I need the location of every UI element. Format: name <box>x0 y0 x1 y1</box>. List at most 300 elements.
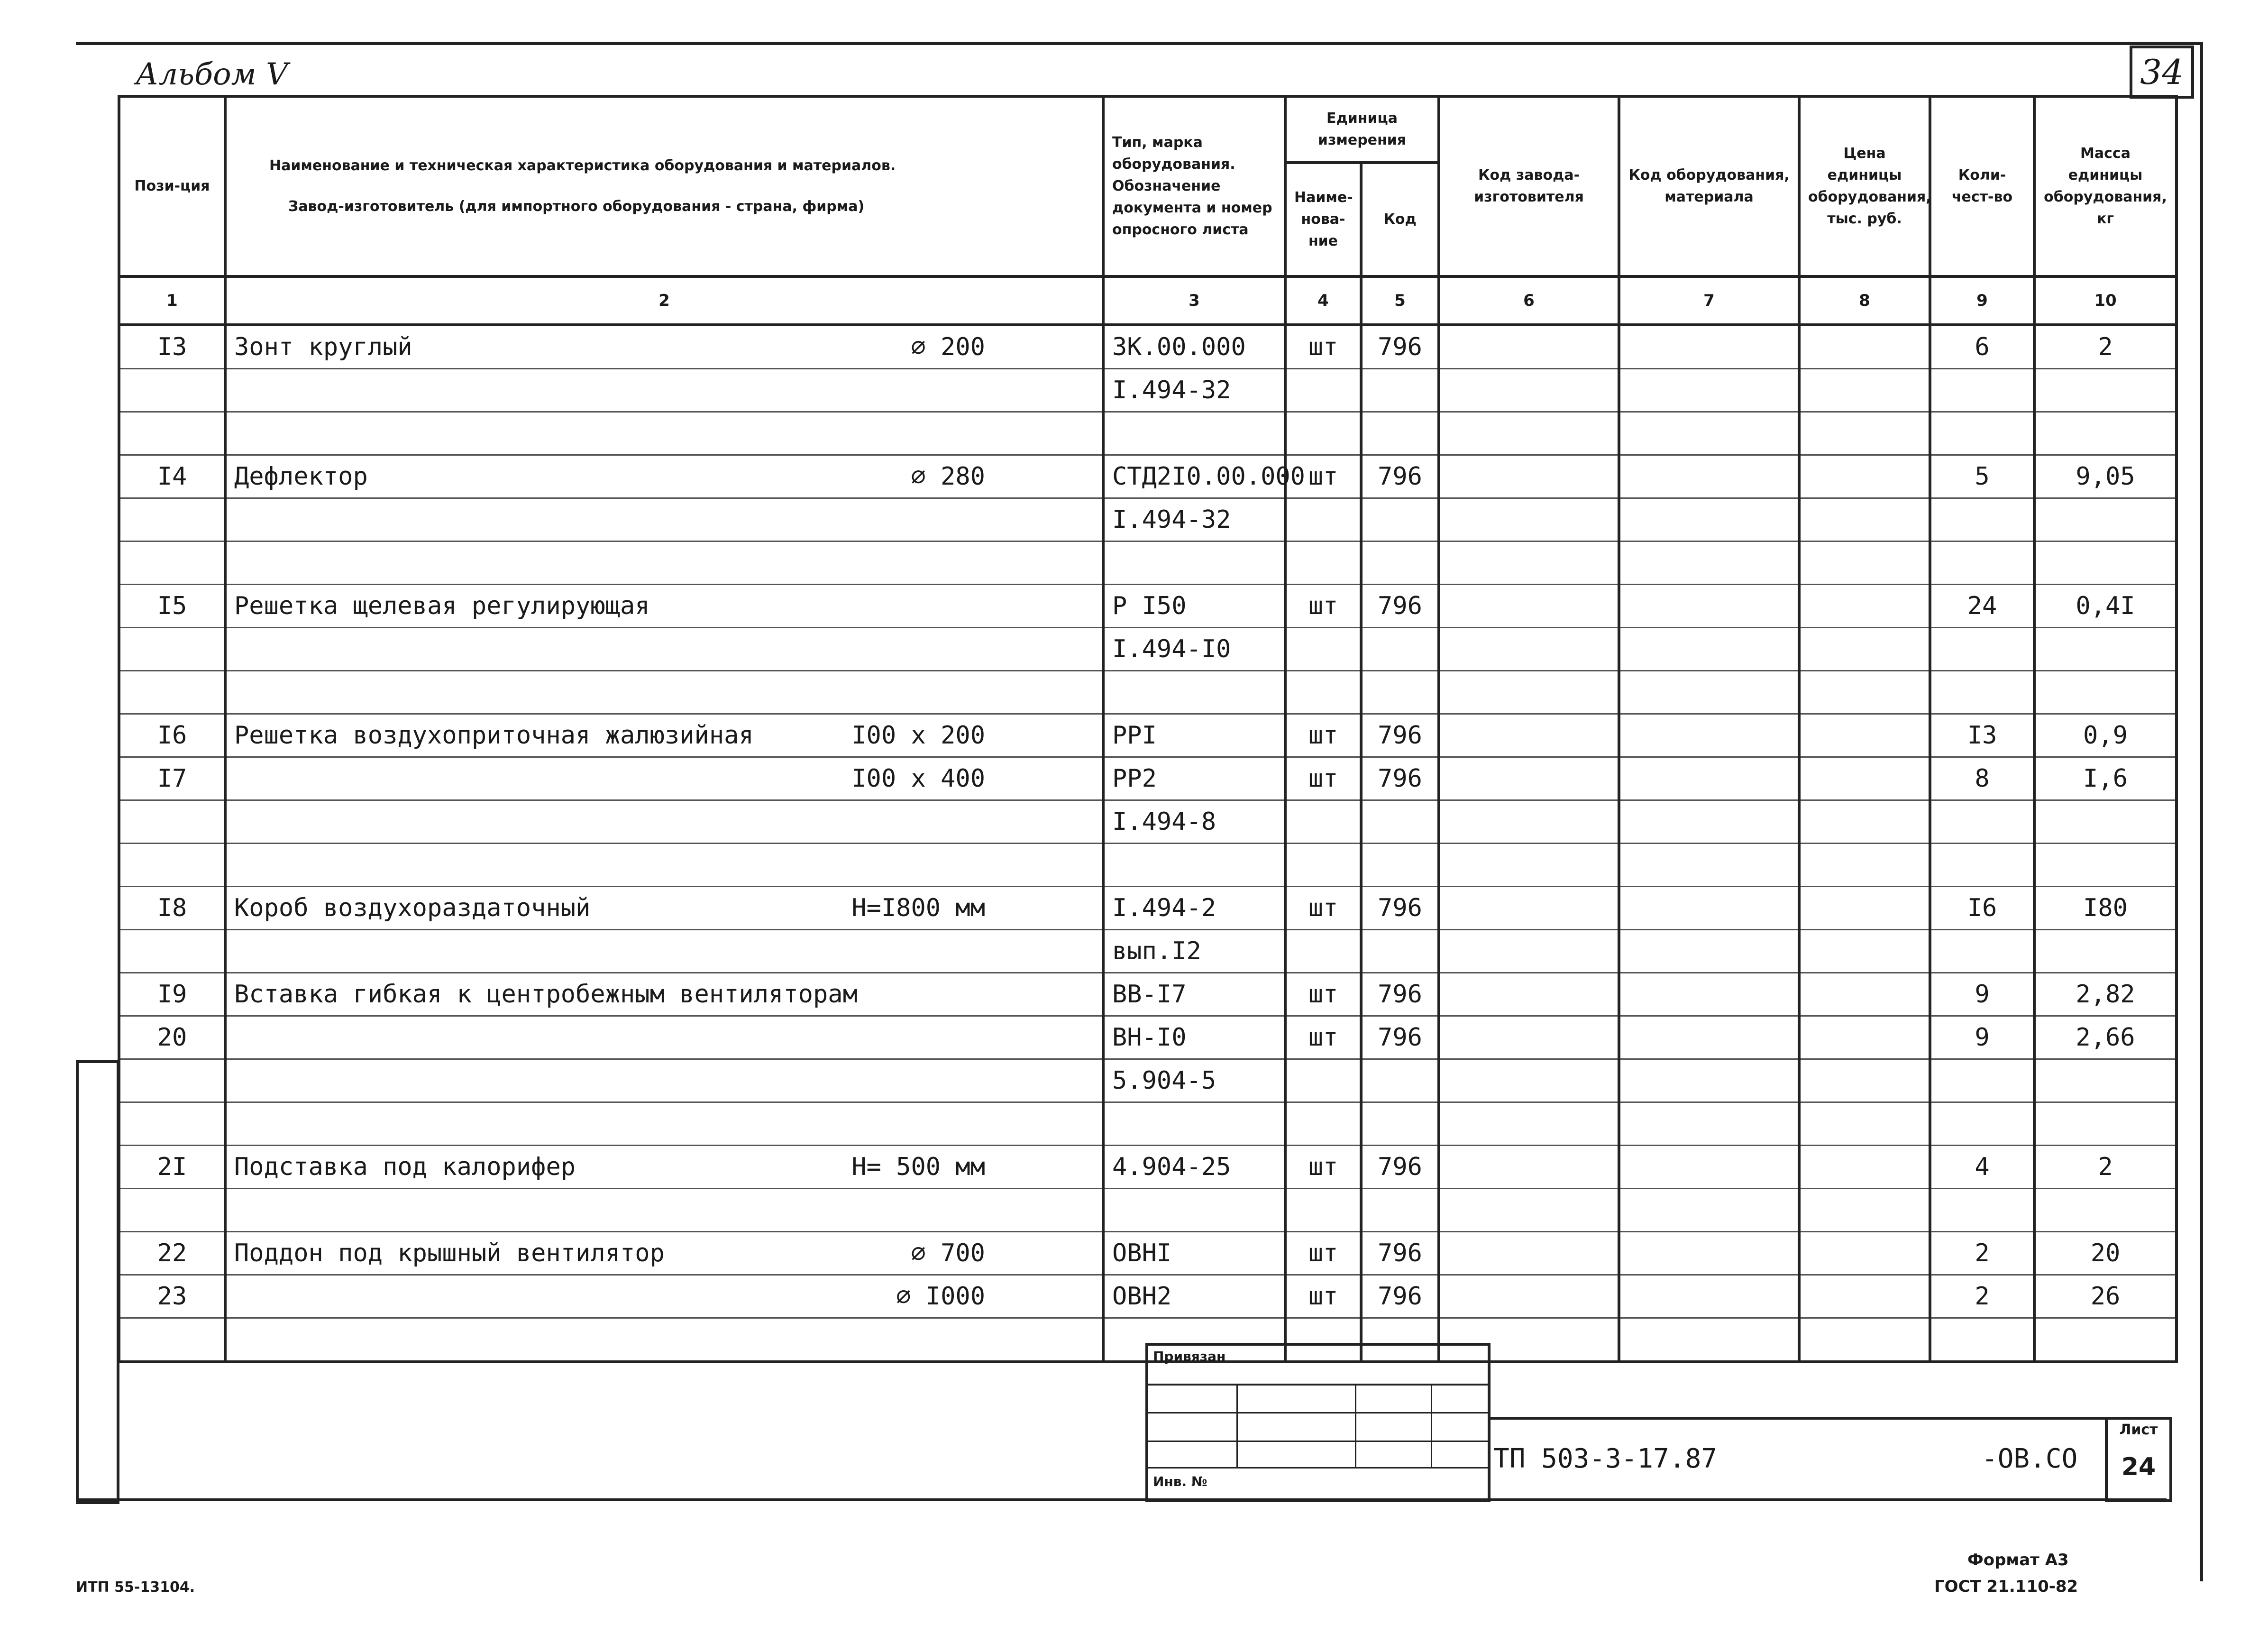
header-name <box>225 96 1103 276</box>
cell-position: I8 <box>119 887 225 930</box>
cell-quantity <box>1930 844 2034 887</box>
cell-price <box>1799 1275 1930 1318</box>
table-row <box>119 498 2177 541</box>
table-row <box>119 1232 2177 1275</box>
cell-unit-name <box>1285 1189 1361 1232</box>
cell-equipment-code <box>1619 1189 1799 1232</box>
cell-name <box>225 930 1103 973</box>
header-unit-code: Код <box>1361 163 1439 276</box>
cell-maker-code <box>1439 541 1619 585</box>
cell-name <box>225 455 1103 498</box>
cell-unit-code <box>1361 1059 1439 1102</box>
item-spec: ∅ 200 <box>911 333 985 361</box>
cell-unit-code <box>1361 844 1439 887</box>
table-row <box>119 714 2177 757</box>
cell-equipment-code <box>1619 671 1799 714</box>
col-number: 5 <box>1361 276 1439 325</box>
item-name: Вставка гибкая к центробежным вентиляторам <box>234 980 858 1009</box>
cell-type: I.494-32 <box>1103 369 1285 412</box>
cell-quantity <box>1930 369 2034 412</box>
cell-maker-code <box>1439 1016 1619 1059</box>
item-name: Дефлектор <box>234 462 368 491</box>
cell-maker-code <box>1439 973 1619 1016</box>
item-name: Зонт круглый <box>234 333 412 361</box>
cell-mass <box>2034 1318 2177 1362</box>
cell-quantity <box>1930 541 2034 585</box>
cell-name <box>225 757 1103 800</box>
cell-position <box>119 498 225 541</box>
cell-position <box>119 369 225 412</box>
cell-quantity <box>1930 628 2034 671</box>
cell-type: PP2 <box>1103 757 1285 800</box>
item-name: Подставка под калорифер <box>234 1153 576 1181</box>
cell-position: I5 <box>119 585 225 628</box>
cell-unit-code <box>1361 1102 1439 1146</box>
cell-position: I6 <box>119 714 225 757</box>
cell-equipment-code <box>1619 757 1799 800</box>
table-row <box>119 844 2177 887</box>
cell-maker-code <box>1439 412 1619 455</box>
cell-price <box>1799 628 1930 671</box>
cell-unit-code: 796 <box>1361 973 1439 1016</box>
item-spec: Н= 500 мм <box>851 1153 985 1181</box>
cell-position <box>119 844 225 887</box>
cell-position <box>119 930 225 973</box>
cell-position <box>119 1059 225 1102</box>
cell-position <box>119 800 225 844</box>
cell-unit-code: 796 <box>1361 757 1439 800</box>
header-position: Пози-ция <box>119 96 225 276</box>
cell-position: I3 <box>119 325 225 369</box>
document-suffix: -ОВ.СО <box>1982 1443 2078 1474</box>
cell-name-wrap <box>234 980 1094 1009</box>
cell-type: вып.I2 <box>1103 930 1285 973</box>
cell-mass <box>2034 498 2177 541</box>
table-row <box>119 541 2177 585</box>
cell-unit-name <box>1285 1059 1361 1102</box>
cell-mass <box>2034 800 2177 844</box>
cell-maker-code <box>1439 1189 1619 1232</box>
header-maker-code: Код завода-изготовителя <box>1439 96 1619 276</box>
table-row <box>119 412 2177 455</box>
cell-unit-code: 796 <box>1361 1232 1439 1275</box>
table-row <box>119 671 2177 714</box>
cell-unit-code <box>1361 498 1439 541</box>
cell-name <box>225 800 1103 844</box>
cell-price <box>1799 369 1930 412</box>
cell-type: СТД2I0.00.000 <box>1103 455 1285 498</box>
cell-type <box>1103 671 1285 714</box>
cell-unit-name: шт <box>1285 714 1361 757</box>
left-margin-strip <box>76 1060 119 1504</box>
cell-unit-code: 796 <box>1361 455 1439 498</box>
cell-type <box>1103 541 1285 585</box>
cell-maker-code <box>1439 325 1619 369</box>
stamp-inventory-label: Инв. № <box>1153 1474 1207 1489</box>
cell-position: I7 <box>119 757 225 800</box>
cell-name-wrap <box>234 333 1094 361</box>
cell-name <box>225 1016 1103 1059</box>
cell-equipment-code <box>1619 628 1799 671</box>
cell-quantity <box>1930 498 2034 541</box>
cell-position: I4 <box>119 455 225 498</box>
cell-mass <box>2034 541 2177 585</box>
cell-unit-code <box>1361 1189 1439 1232</box>
header-type: Тип, марка оборудования. Обозначение документа и номер опросного листа <box>1103 96 1285 276</box>
cell-quantity: I3 <box>1930 714 2034 757</box>
cell-maker-code <box>1439 369 1619 412</box>
cell-unit-name <box>1285 844 1361 887</box>
cell-quantity: 6 <box>1930 325 2034 369</box>
item-name: Поддон под крышный вентилятор <box>234 1239 665 1267</box>
header-name-line2: Завод-изготовитель (для импортного оборудования - страна, фирма) <box>288 198 865 215</box>
cell-name <box>225 498 1103 541</box>
item-spec: I00 x 200 <box>851 721 985 750</box>
stamp-attached-label: Привязан <box>1153 1349 1226 1364</box>
item-spec: ∅ I000 <box>896 1282 985 1311</box>
cell-equipment-code <box>1619 412 1799 455</box>
cell-quantity: 5 <box>1930 455 2034 498</box>
cell-type: Р I50 <box>1103 585 1285 628</box>
cell-quantity: I6 <box>1930 887 2034 930</box>
cell-quantity: 24 <box>1930 585 2034 628</box>
cell-name <box>225 973 1103 1016</box>
cell-name <box>225 844 1103 887</box>
cell-type: PPI <box>1103 714 1285 757</box>
item-spec: ∅ 700 <box>911 1239 985 1267</box>
cell-type <box>1103 844 1285 887</box>
cell-maker-code <box>1439 628 1619 671</box>
cell-quantity: 4 <box>1930 1146 2034 1189</box>
cell-quantity: 8 <box>1930 757 2034 800</box>
cell-equipment-code <box>1619 1275 1799 1318</box>
cell-type: ОВНI <box>1103 1232 1285 1275</box>
table-row <box>119 325 2177 369</box>
cell-unit-code: 796 <box>1361 1016 1439 1059</box>
cell-unit-code <box>1361 930 1439 973</box>
cell-price <box>1799 1146 1930 1189</box>
cell-equipment-code <box>1619 369 1799 412</box>
cell-name <box>225 1146 1103 1189</box>
cell-equipment-code <box>1619 887 1799 930</box>
cell-position: 22 <box>119 1232 225 1275</box>
cell-price <box>1799 1102 1930 1146</box>
cell-quantity <box>1930 1189 2034 1232</box>
cell-equipment-code <box>1619 1102 1799 1146</box>
cell-mass <box>2034 844 2177 887</box>
footer-format: Формат А3 <box>1967 1551 2069 1569</box>
cell-unit-name: шт <box>1285 887 1361 930</box>
cell-name-wrap <box>234 592 1094 620</box>
cell-name-wrap <box>234 1239 1094 1267</box>
cell-equipment-code <box>1619 1016 1799 1059</box>
cell-type <box>1103 1102 1285 1146</box>
cell-type: I.494-32 <box>1103 498 1285 541</box>
cell-name <box>225 671 1103 714</box>
cell-quantity <box>1930 930 2034 973</box>
cell-price <box>1799 1189 1930 1232</box>
cell-type: 5.904-5 <box>1103 1059 1285 1102</box>
table-row <box>119 887 2177 930</box>
cell-unit-code: 796 <box>1361 887 1439 930</box>
cell-name <box>225 1102 1103 1146</box>
cell-equipment-code <box>1619 930 1799 973</box>
col-number: 1 <box>119 276 225 325</box>
cell-unit-name <box>1285 498 1361 541</box>
col-number: 9 <box>1930 276 2034 325</box>
table-row <box>119 930 2177 973</box>
cell-mass: 2,82 <box>2034 973 2177 1016</box>
cell-unit-name: шт <box>1285 757 1361 800</box>
cell-quantity: 2 <box>1930 1232 2034 1275</box>
cell-unit-name: шт <box>1285 585 1361 628</box>
cell-price <box>1799 714 1930 757</box>
table-row <box>119 455 2177 498</box>
cell-type: 4.904-25 <box>1103 1146 1285 1189</box>
cell-price <box>1799 541 1930 585</box>
cell-price <box>1799 757 1930 800</box>
cell-maker-code <box>1439 714 1619 757</box>
cell-mass <box>2034 671 2177 714</box>
table-row <box>119 757 2177 800</box>
cell-unit-name: шт <box>1285 325 1361 369</box>
cell-quantity <box>1930 671 2034 714</box>
cell-equipment-code <box>1619 585 1799 628</box>
cell-unit-code <box>1361 800 1439 844</box>
cell-name <box>225 887 1103 930</box>
cell-maker-code <box>1439 455 1619 498</box>
cell-position <box>119 1189 225 1232</box>
cell-quantity <box>1930 1059 2034 1102</box>
cell-unit-code <box>1361 671 1439 714</box>
cell-quantity: 2 <box>1930 1275 2034 1318</box>
cell-unit-name <box>1285 800 1361 844</box>
item-spec: Н=I800 мм <box>851 894 985 922</box>
cell-unit-name: шт <box>1285 455 1361 498</box>
table-row <box>119 369 2177 412</box>
cell-type: I.494-2 <box>1103 887 1285 930</box>
cell-unit-name: шт <box>1285 1146 1361 1189</box>
cell-mass: 2 <box>2034 1146 2177 1189</box>
cell-unit-code <box>1361 541 1439 585</box>
col-number: 4 <box>1285 276 1361 325</box>
cell-name <box>225 585 1103 628</box>
cell-unit-name <box>1285 412 1361 455</box>
cell-quantity <box>1930 1102 2034 1146</box>
sheet-number: 24 <box>2121 1453 2156 1481</box>
cell-mass: 0,9 <box>2034 714 2177 757</box>
cell-mass: 9,05 <box>2034 455 2177 498</box>
col-number: 8 <box>1799 276 1930 325</box>
cell-maker-code <box>1439 1232 1619 1275</box>
table-row <box>119 628 2177 671</box>
cell-type: ВН-I0 <box>1103 1016 1285 1059</box>
cell-name <box>225 1232 1103 1275</box>
item-name: Решетка щелевая регулирующая <box>234 592 650 620</box>
cell-mass <box>2034 930 2177 973</box>
cell-mass <box>2034 1189 2177 1232</box>
cell-name <box>225 1189 1103 1232</box>
cell-unit-name: шт <box>1285 973 1361 1016</box>
item-spec: ∅ 280 <box>911 462 985 491</box>
cell-equipment-code <box>1619 800 1799 844</box>
cell-unit-code <box>1361 412 1439 455</box>
sheet-label: Лист <box>2119 1422 2158 1438</box>
cell-unit-name: шт <box>1285 1275 1361 1318</box>
cell-price <box>1799 930 1930 973</box>
cell-mass: I,6 <box>2034 757 2177 800</box>
cell-quantity <box>1930 800 2034 844</box>
col-number: 10 <box>2034 276 2177 325</box>
document-designation: ТП 503-3-17.87 <box>1493 1443 1718 1474</box>
header-price: Цена единицы оборудования, тыс. руб. <box>1799 96 1930 276</box>
cell-maker-code <box>1439 1146 1619 1189</box>
specification-table <box>118 95 2178 1363</box>
cell-equipment-code <box>1619 1059 1799 1102</box>
cell-maker-code <box>1439 800 1619 844</box>
cell-price <box>1799 498 1930 541</box>
cell-quantity: 9 <box>1930 973 2034 1016</box>
cell-position: 2I <box>119 1146 225 1189</box>
cell-mass: 0,4I <box>2034 585 2177 628</box>
attachment-stamp <box>1145 1343 1491 1502</box>
cell-price <box>1799 1232 1930 1275</box>
cell-quantity <box>1930 412 2034 455</box>
cell-type <box>1103 412 1285 455</box>
cell-unit-name <box>1285 930 1361 973</box>
cell-equipment-code <box>1619 1146 1799 1189</box>
cell-maker-code <box>1439 1102 1619 1146</box>
cell-name <box>225 369 1103 412</box>
cell-mass <box>2034 1059 2177 1102</box>
cell-position <box>119 671 225 714</box>
item-spec: I00 x 400 <box>851 764 985 793</box>
cell-mass <box>2034 369 2177 412</box>
cell-price <box>1799 887 1930 930</box>
cell-price <box>1799 585 1930 628</box>
cell-maker-code <box>1439 585 1619 628</box>
cell-price <box>1799 973 1930 1016</box>
cell-name <box>225 541 1103 585</box>
item-spec <box>985 592 1094 620</box>
cell-name <box>225 325 1103 369</box>
item-name: Решетка воздухоприточная жалюзийная <box>234 721 754 750</box>
cell-equipment-code <box>1619 714 1799 757</box>
cell-mass <box>2034 412 2177 455</box>
header-quantity: Коли-чест-во <box>1930 96 2034 276</box>
table-row <box>119 1146 2177 1189</box>
col-number: 2 <box>225 276 1103 325</box>
cell-equipment-code <box>1619 541 1799 585</box>
cell-equipment-code <box>1619 1232 1799 1275</box>
cell-unit-code: 796 <box>1361 1275 1439 1318</box>
cell-equipment-code <box>1619 455 1799 498</box>
cell-price <box>1799 455 1930 498</box>
header-name-line1: Наименование и техническая характеристика оборудования и материалов. <box>269 157 896 174</box>
cell-position: 20 <box>119 1016 225 1059</box>
cell-unit-code <box>1361 369 1439 412</box>
cell-maker-code <box>1439 757 1619 800</box>
cell-equipment-code <box>1619 1318 1799 1362</box>
cell-name-wrap <box>234 721 1094 750</box>
col-number: 7 <box>1619 276 1799 325</box>
header-unit-name: Наиме-нова-ние <box>1285 163 1361 276</box>
cell-position <box>119 1102 225 1146</box>
cell-price <box>1799 1059 1930 1102</box>
cell-price <box>1799 671 1930 714</box>
header-mass: Масса единицы оборудования, кг <box>2034 96 2177 276</box>
cell-name <box>225 1059 1103 1102</box>
cell-mass <box>2034 1102 2177 1146</box>
cell-unit-name <box>1285 628 1361 671</box>
cell-name-wrap <box>234 1153 1094 1181</box>
cell-unit-code: 796 <box>1361 585 1439 628</box>
cell-maker-code <box>1439 887 1619 930</box>
cell-type: ЗК.00.000 <box>1103 325 1285 369</box>
footer-gost: ГОСТ 21.110-82 <box>1934 1577 2078 1596</box>
stamp-divider <box>1148 1467 1488 1468</box>
cell-name <box>225 628 1103 671</box>
cell-name <box>225 412 1103 455</box>
cell-name <box>225 1318 1103 1362</box>
header-unit-group: Единица измерения <box>1285 96 1439 163</box>
sheet-box <box>2105 1417 2172 1502</box>
cell-position <box>119 628 225 671</box>
cell-position: I9 <box>119 973 225 1016</box>
cell-maker-code <box>1439 498 1619 541</box>
col-number: 3 <box>1103 276 1285 325</box>
cell-type: ОВН2 <box>1103 1275 1285 1318</box>
stamp-divider <box>1148 1384 1488 1386</box>
stamp-divider <box>1236 1384 1238 1467</box>
cell-price <box>1799 325 1930 369</box>
cell-position <box>119 541 225 585</box>
cell-name <box>225 1275 1103 1318</box>
cell-equipment-code <box>1619 973 1799 1016</box>
cell-unit-name <box>1285 1102 1361 1146</box>
cell-quantity: 9 <box>1930 1016 2034 1059</box>
cell-maker-code <box>1439 930 1619 973</box>
cell-equipment-code <box>1619 844 1799 887</box>
stamp-divider <box>1148 1412 1488 1413</box>
cell-mass: 2,66 <box>2034 1016 2177 1059</box>
item-spec <box>985 980 1094 1009</box>
table-row <box>119 585 2177 628</box>
cell-type: I.494-8 <box>1103 800 1285 844</box>
cell-price <box>1799 844 1930 887</box>
cell-price <box>1799 1318 1930 1362</box>
album-label: Альбом Ⅴ <box>136 57 288 92</box>
cell-mass: I80 <box>2034 887 2177 930</box>
cell-name-wrap <box>234 462 1094 491</box>
cell-maker-code <box>1439 1059 1619 1102</box>
table-row <box>119 973 2177 1016</box>
footer-left-code: ИТП 55-13104. <box>76 1579 195 1596</box>
cell-name <box>225 714 1103 757</box>
table-row <box>119 1016 2177 1059</box>
cell-mass <box>2034 628 2177 671</box>
cell-position <box>119 412 225 455</box>
cell-price <box>1799 800 1930 844</box>
cell-mass: 26 <box>2034 1275 2177 1318</box>
cell-type: I.494-I0 <box>1103 628 1285 671</box>
cell-type: ВВ-I7 <box>1103 973 1285 1016</box>
cell-unit-code: 796 <box>1361 325 1439 369</box>
cell-name-wrap <box>234 894 1094 922</box>
cell-maker-code <box>1439 671 1619 714</box>
cell-type <box>1103 1189 1285 1232</box>
table-row <box>119 1189 2177 1232</box>
